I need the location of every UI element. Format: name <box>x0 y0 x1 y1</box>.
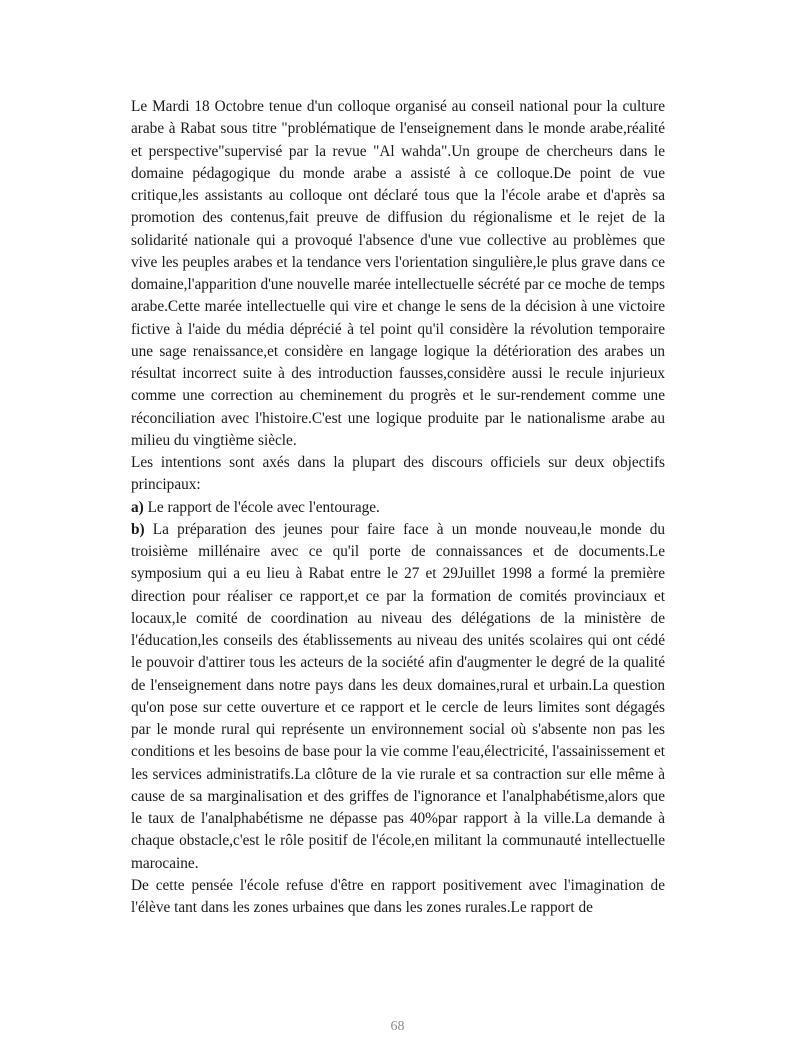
list-item-a-text: Le rapport de l'école avec l'entourage. <box>143 498 380 516</box>
paragraph-intentions: Les intentions sont axés dans la plupart des discours officiels sur deux objectifs principaux: <box>131 454 665 494</box>
paragraph-colloque: Le Mardi 18 Octobre tenue d'un colloque organisé au conseil national pour la culture arabe à Rabat sous titre "problématique de l'enseignement dans le monde arabe,réalité et perspective"supervisé par la revue "Al wahda".Un groupe de chercheurs dans le domaine pédagogique du monde arabe a assisté à ce colloque.De point de vue critique,les assistants au colloque ont déclaré tous que la l'école arabe et d'après sa promotion des contenus,fait preuve de diffusion du régionalisme et le rejet de la solidarité nationale qui a provoqué l'absence d'une vue collective au problèmes que vive les peuples arabes et la tendance vers l'orientation singulière,le plus grave dans ce domaine,l'apparition d'une nouvelle marée intellectuelle sécrété par ce moche de temps arabe.Cette marée intellectuelle qui vire et change le sens de la décision à une victoire fictive à l'aide du média déprécié à tel point qu'il considère la révolution temporaire une sage renaissance,et considère en langage logique la détérioration des arabes un résultat incorrect suite à des introduction fausses,considère aussi le recule injurieux comme une correction au cheminement du progrès et le sur-rendement comme une réconciliation avec l'histoire.C'est une logique produite par le nationalisme arabe au milieu du vingtième siècle. <box>131 98 665 449</box>
list-item-a-label: a) <box>131 498 144 516</box>
list-item-b-label: b) <box>131 520 145 538</box>
page-number: 68 <box>390 1019 405 1034</box>
list-item-a <box>131 497 665 519</box>
paragraph-closing: De cette pensée l'école refuse d'être en rapport positivement avec l'imagination de l'élève tant dans les zones urbaines que dans les zones rurales.Le rapport de <box>131 876 665 916</box>
document-body <box>131 96 665 919</box>
list-item-b-text: La préparation des jeunes pour faire face à un monde nouveau,le monde du troisième millénaire avec ce qu'il porte de connaissances et de documents.Le symposium qui a eu lieu à Rabat entre le 27 et 29Juillet 1998 a formé la première direction pour réaliser ce rapport,et ce par la formation de comités provinciaux et locaux,le comité de coordination au niveau des délégations de la ministère de l'éducation,les conseils des établissements au niveau des unités scolaires qui ont cédé le pouvoir d'attirer tous les acteurs de la société afin d'augmenter le degré de la qualité de l'enseignement dans notre pays dans les deux domaines,rural et urbain.La question qu'on pose sur cette ouverture et ce rapport et le cercle de leurs limites sont dégagés par le monde rural qui représente un environnement social où s'absente non pas les conditions et les besoins de base pour la vie comme l'eau,électricité, l'assainissement et les services administratifs.La clôture de la vie rurale et sa contraction sur elle même à cause de sa marginalisation et des griffes de l'ignorance et l'analphabétisme,alors que le taux de l'analphabétisme ne dépasse pas 40%par rapport à la ville.La demande à chaque obstacle,c'est le rôle positif de l'école,en militant la communauté intellectuelle marocaine. <box>131 520 665 872</box>
list-item-b <box>131 519 665 875</box>
